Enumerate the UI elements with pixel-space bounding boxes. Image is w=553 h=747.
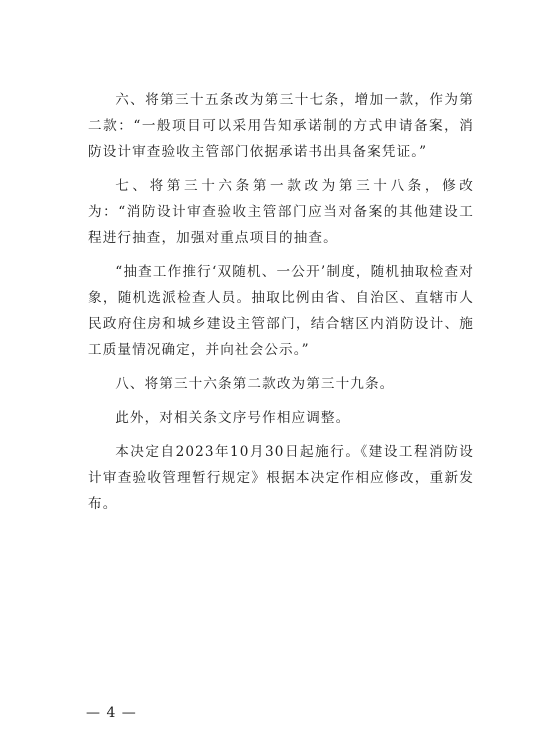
paragraph-amendment-eight: 八、将第三十六条第二款改为第三十九条。 (115, 376, 395, 392)
paragraph-numbering-adjustment: 此外，对相关条文序号作相应调整。 (115, 410, 351, 426)
document-body (88, 87, 474, 525)
paragraph-amendment-six: 六、将第三十五条改为第三十七条，增加一款，作为第二款：“一般项目可以采用告知承诺制的方式申请备案，消防设计审查验收主管部门依据承诺书出具备案凭证。” (88, 92, 474, 160)
page-number: — 4 — (86, 705, 137, 721)
paragraph-effective-date: 本决定自2023年10月30日起施行。《建设工程消防设计审查验收管理暂行规定》根据本决定作相应修改，重新发布。 (88, 444, 474, 512)
paragraph-amendment-seven: 七、将第三十六条第一款改为第三十八条，修改为：“消防设计审查验收主管部门应当对备案的其他建设工程进行抽查，加强对重点项目的抽查。 (88, 178, 474, 246)
paragraph-inspection-policy: “抽查工作推行‘双随机、一公开’制度，随机抽取检查对象，随机选派检查人员。抽取比例由省、自治区、直辖市人民政府住房和城乡建设主管部门，结合辖区内消防设计、施工质量情况确定，并向社会公示。” (88, 264, 474, 358)
